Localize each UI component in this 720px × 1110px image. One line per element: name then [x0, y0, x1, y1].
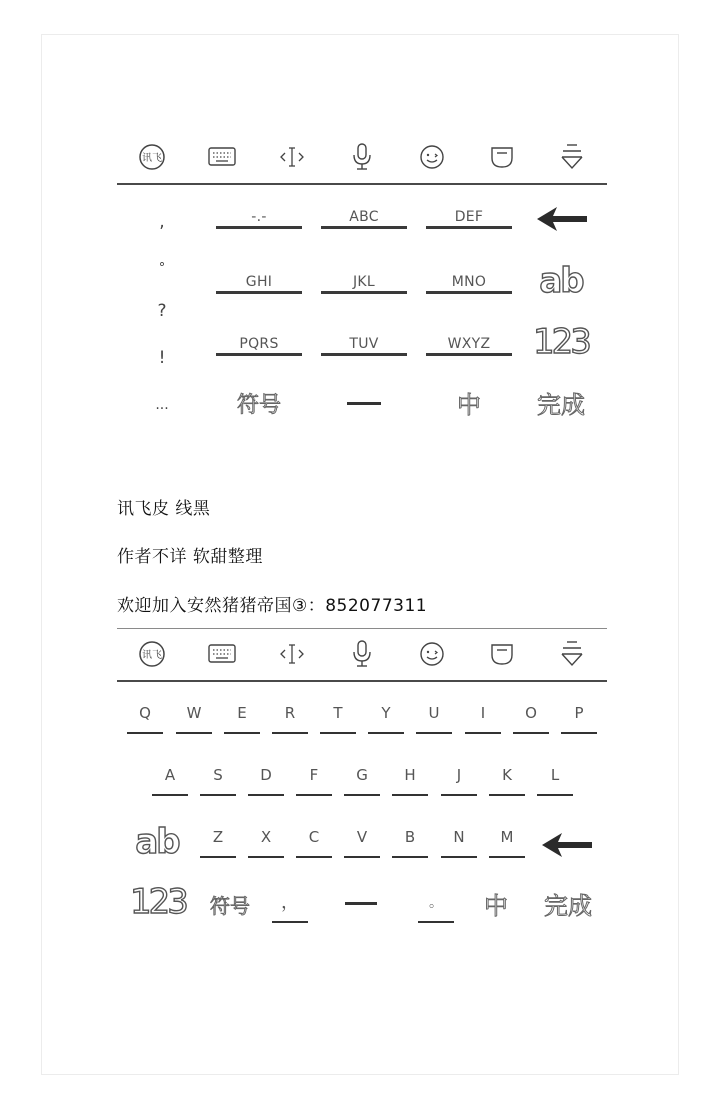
keyboard-icon[interactable]	[187, 133, 257, 181]
key-tuv[interactable]: TUV	[321, 316, 407, 356]
space-key[interactable]	[347, 402, 381, 405]
done-key[interactable]: 完成	[544, 892, 592, 920]
punctuation-ellipsis-key[interactable]: ...	[155, 397, 169, 413]
svg-text:讯飞: 讯飞	[142, 650, 162, 661]
key-a[interactable]: A	[152, 762, 188, 796]
switch-letters-key[interactable]: ab	[539, 261, 583, 301]
key-f[interactable]: F	[296, 762, 332, 796]
punctuation-question-key[interactable]: ?	[157, 301, 167, 321]
key-jkl[interactable]: JKL	[321, 254, 407, 294]
key-wxyz[interactable]: WXYZ	[426, 316, 512, 356]
key-z[interactable]: Z	[200, 824, 236, 858]
key-x[interactable]: X	[248, 824, 284, 858]
key-q[interactable]: Q	[127, 700, 163, 734]
punctuation-comma-key[interactable]: ,	[159, 212, 165, 232]
key-h[interactable]: H	[392, 762, 428, 796]
key-w[interactable]: W	[176, 700, 212, 734]
comma-key[interactable]: ，	[272, 888, 308, 923]
key-s[interactable]: S	[200, 762, 236, 796]
period-key[interactable]: 。	[418, 888, 454, 923]
key-abc[interactable]: ABC	[321, 189, 407, 229]
done-key[interactable]: 完成	[537, 391, 585, 419]
key-u[interactable]: U	[416, 700, 452, 734]
toolbar-bottom	[117, 630, 607, 682]
key-pqrs[interactable]: PQRS	[216, 316, 302, 356]
emoji-icon[interactable]	[397, 133, 467, 181]
cursor-edit-icon[interactable]	[257, 630, 327, 678]
toolbar-top	[117, 133, 607, 185]
key-j[interactable]: J	[441, 762, 477, 796]
switch-letters-key[interactable]: ab	[135, 822, 179, 862]
key-k[interactable]: K	[489, 762, 525, 796]
credit-author: 作者不详 软甜整理	[117, 547, 263, 567]
credit-skin-name: 讯飞皮 线黑	[117, 499, 211, 519]
key-o[interactable]: O	[513, 700, 549, 734]
microphone-icon[interactable]	[327, 630, 397, 678]
key-p[interactable]: P	[561, 700, 597, 734]
symbols-key[interactable]: 符号	[236, 393, 281, 418]
svg-text:讯飞: 讯飞	[142, 153, 162, 164]
key-c[interactable]: C	[296, 824, 332, 858]
punctuation-degree-key[interactable]: °	[158, 261, 166, 276]
iflytek-logo-icon[interactable]	[117, 630, 187, 678]
key-l[interactable]: L	[537, 762, 573, 796]
key-y[interactable]: Y	[368, 700, 404, 734]
space-key[interactable]	[345, 902, 377, 905]
iflytek-logo-icon[interactable]	[117, 133, 187, 181]
chinese-switch-key[interactable]: 中	[457, 391, 481, 419]
key-n[interactable]: N	[441, 824, 477, 858]
credit-group: 欢迎加入安然猪猪帝国③：852077311	[117, 596, 428, 616]
left-arrow-icon	[535, 205, 589, 233]
switch-numbers-key[interactable]: 123	[533, 322, 589, 362]
cursor-edit-icon[interactable]	[257, 133, 327, 181]
nine-key-keyboard	[117, 185, 607, 435]
backspace-key[interactable]	[535, 205, 589, 237]
emoji-icon[interactable]	[397, 630, 467, 678]
hide-keyboard-icon[interactable]	[537, 630, 607, 678]
keyboard-icon[interactable]	[187, 630, 257, 678]
key-e[interactable]: E	[224, 700, 260, 734]
switch-numbers-key[interactable]: 123	[130, 882, 186, 922]
key-g[interactable]: G	[344, 762, 380, 796]
key-t[interactable]: T	[320, 700, 356, 734]
clipboard-icon[interactable]	[467, 630, 537, 678]
key-v[interactable]: V	[344, 824, 380, 858]
backspace-key[interactable]	[540, 831, 594, 863]
left-arrow-icon	[540, 831, 594, 859]
key-d[interactable]: D	[248, 762, 284, 796]
symbols-key[interactable]: 符号	[210, 894, 250, 918]
key-m[interactable]: M	[489, 824, 525, 858]
microphone-icon[interactable]	[327, 133, 397, 181]
clipboard-icon[interactable]	[467, 133, 537, 181]
key-def[interactable]: DEF	[426, 189, 512, 229]
key-b[interactable]: B	[392, 824, 428, 858]
key-r[interactable]: R	[272, 700, 308, 734]
chinese-switch-key[interactable]: 中	[484, 892, 508, 920]
key-mno[interactable]: MNO	[426, 254, 512, 294]
key-ghi[interactable]: GHI	[216, 254, 302, 294]
divider	[117, 628, 607, 629]
key-i[interactable]: I	[465, 700, 501, 734]
key-punct-dash[interactable]: -.-	[216, 189, 302, 229]
hide-keyboard-icon[interactable]	[537, 133, 607, 181]
punctuation-exclaim-key[interactable]: !	[158, 348, 166, 368]
